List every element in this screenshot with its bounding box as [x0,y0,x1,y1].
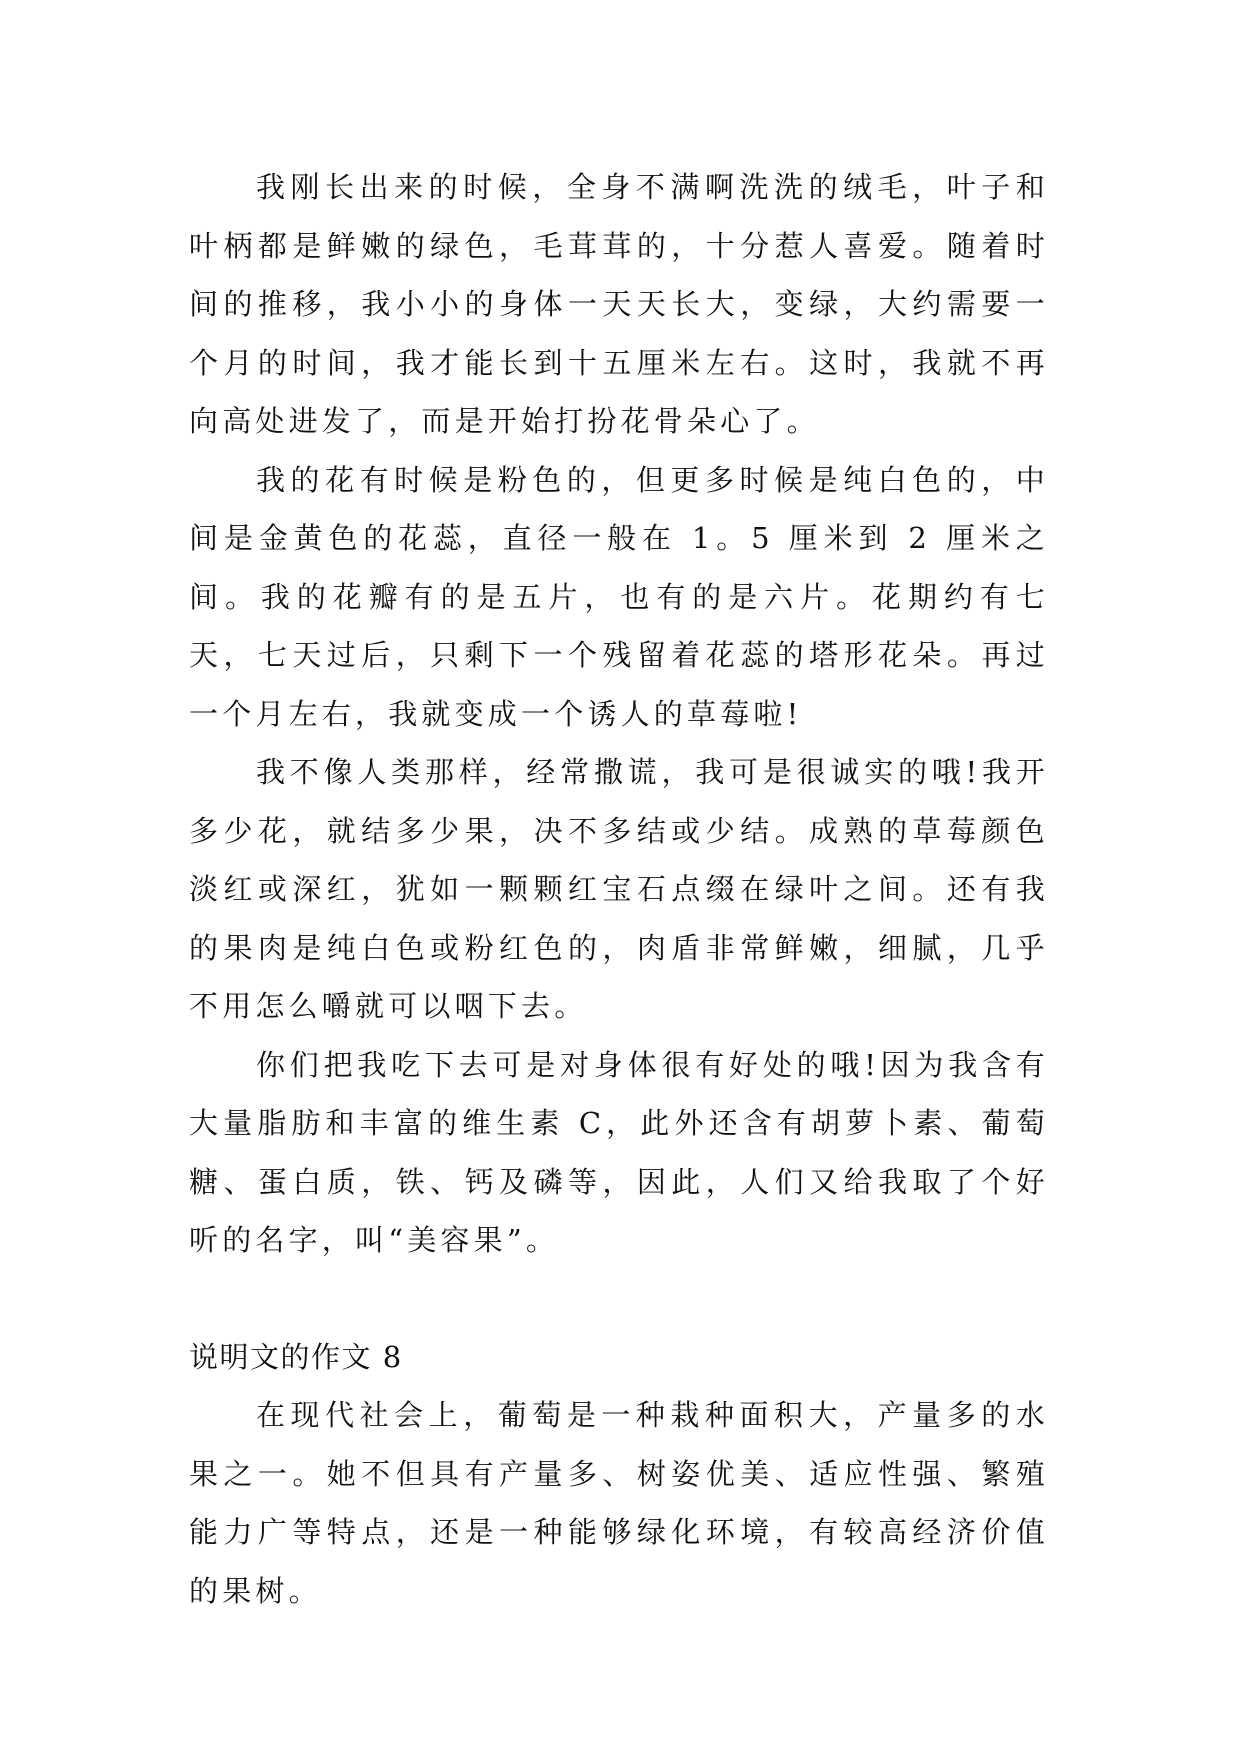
paragraph-nutrition: 你们把我吃下去可是对身体很有好处的哦!因为我含有大量脂肪和丰富的维生素 C，此外还含有胡萝卜素、葡萄糖、蛋白质，铁、钙及磷等，因此，人们又给我取了个好听的名字，叫“美容果”。 [189,1047,1049,1257]
paragraph-growth: 我刚长出来的时候，全身不满啊洗洗的绒毛，叶子和叶柄都是鲜嫩的绿色，毛茸茸的，十分惹人喜爱。随着时间的推移，我小小的身体一天天长大，变绿，大约需要一个月的时间，我才能长到十五厘米左右。这时，我就不再向高处进发了，而是开始打扮花骨朵心了。 [189,170,1049,438]
document-page [189,158,1049,1620]
section-heading: 说明文的作文 8 [189,1339,403,1374]
section-gap [189,1270,1049,1328]
paragraph-flowers: 我的花有时候是粉色的，但更多时候是纯白色的，中间是金黄色的花蕊，直径一般在 1。5 厘米到 2 厘米之间。我的花瓣有的是五片，也有的是六片。花期约有七天，七天过后，只剩下一个残留着花蕊的塔形花朵。再过一个月左右，我就变成一个诱人的草莓啦! [189,462,1049,731]
paragraph-honesty: 我不像人类那样，经常撒谎，我可是很诚实的哦!我开多少花，就结多少果，决不多结或少结。成熟的草莓颜色淡红或深红，犹如一颗颗红宝石点缀在绿叶之间。还有我的果肉是纯白色或粉红色的，肉盾非常鲜嫩，细腻，几乎不用怎么嚼就可以咽下去。 [189,755,1049,1023]
paragraph-grapes: 在现代社会上，葡萄是一种栽种面积大，产量多的水果之一。她不但具有产量多、树姿优美、适应性强、繁殖能力广等特点，还是一种能够绿化环境，有较高经济价值的果树。 [189,1398,1049,1608]
